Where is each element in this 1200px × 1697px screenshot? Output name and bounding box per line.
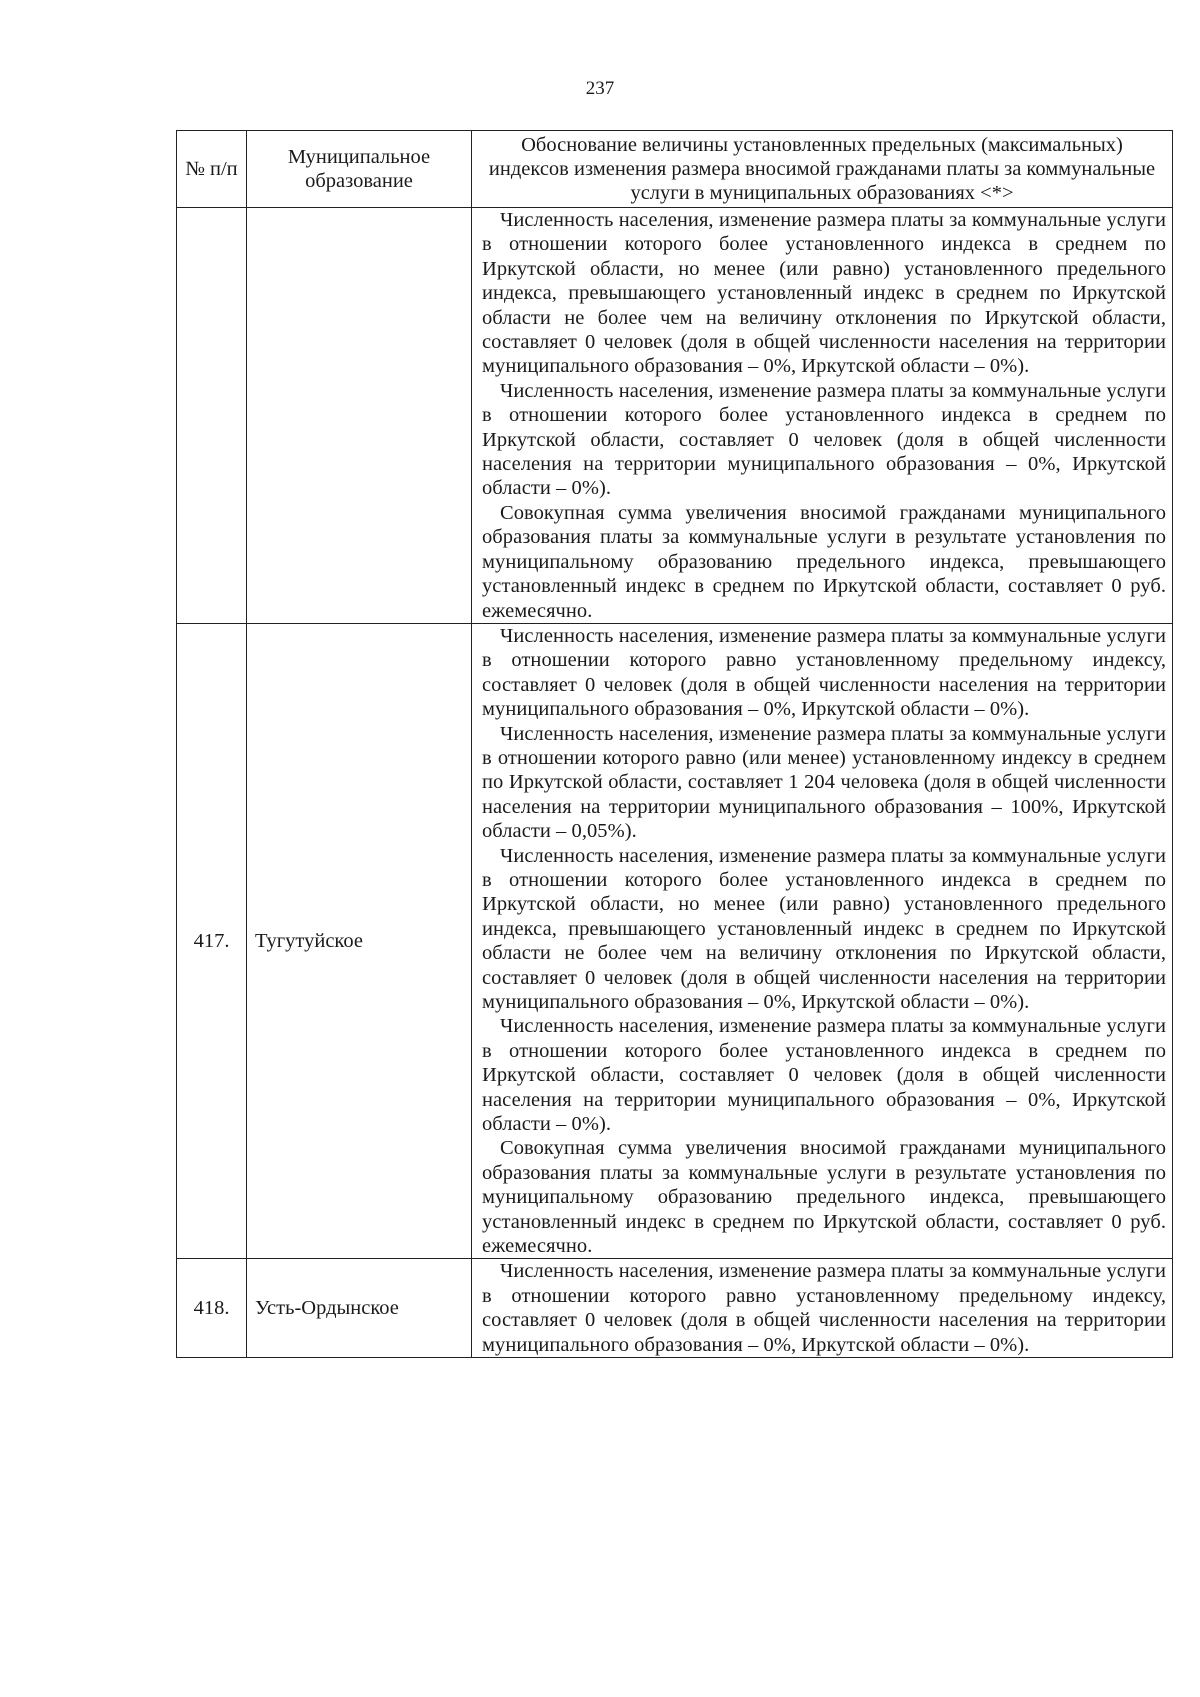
row-justification xyxy=(472,208,1173,624)
row-justification xyxy=(472,1259,1173,1358)
justification-paragraph: Численность населения, изменение размера платы за коммунальные услуги в отношении которого более установленного индекса в среднем по Иркутской области, но менее (или равно) установленного предельного индекса, превышающего установленный индекс в среднем по Иркутской области не более чем на величину отклонения по Иркутской области, составляет 0 человек (доля в общей численности населения на территории муниципального образования – 0%, Иркутской области – 0%). xyxy=(482,209,1166,378)
table-header-row xyxy=(177,131,1173,208)
justification-paragraph: Численность населения, изменение размера платы за коммунальные услуги в отношении которого равно (или менее) установленному индексу в среднем по Иркутской области, составляет 1 204 человека (доля в общей численности населения на территории муниципального образования – 100%, Иркутской области – 0,05%). xyxy=(482,722,1166,843)
justification-paragraph: Численность населения, изменение размера платы за коммунальные услуги в отношении которого более установленного индекса в среднем по Иркутской области, составляет 0 человек (доля в общей численности населения на территории муниципального образования – 0%, Иркутской области – 0%). xyxy=(482,379,1166,500)
header-number: № п/п xyxy=(177,131,247,208)
justification-paragraph: Численность населения, изменение размера платы за коммунальные услуги в отношении которого более установленного индекса в среднем по Иркутской области, но менее (или равно) установленного предельного индекса, превышающего установленный индекс в среднем по Иркутской области не более чем на величину отклонения по Иркутской области, составляет 0 человек (доля в общей численности населения на территории муниципального образования – 0%, Иркутской области – 0%). xyxy=(482,844,1166,1013)
justification-paragraph: Совокупная сумма увеличения вносимой гражданами муниципального образования платы за коммунальные услуги в результате установления по муниципальному образованию предельного индекса, превышающего установленный индекс в среднем по Иркутской области, составляет 0 руб. ежемесячно. xyxy=(482,1137,1166,1258)
row-municipality: Усть-Ордынское xyxy=(247,1259,472,1358)
header-municipality: Муниципальное образование xyxy=(247,131,472,208)
justification-table xyxy=(176,130,1173,1358)
table-row xyxy=(177,1259,1173,1358)
row-number xyxy=(177,208,247,624)
table-row xyxy=(177,623,1173,1259)
row-municipality: Тугутуйское xyxy=(247,623,472,1259)
row-municipality xyxy=(247,208,472,624)
page-number: 237 xyxy=(585,78,615,99)
header-justification: Обоснование величины установленных предельных (максимальных) индексов изменения размера вносимой гражданами платы за коммунальные услуги в муниципальных образованиях <*> xyxy=(472,131,1173,208)
row-number: 418. xyxy=(177,1259,247,1358)
row-justification xyxy=(472,623,1173,1259)
table-row xyxy=(177,208,1173,624)
justification-paragraph: Совокупная сумма увеличения вносимой гражданами муниципального образования платы за коммунальные услуги в результате установления по муниципальному образованию предельного индекса, превышающего установленный индекс в среднем по Иркутской области, составляет 0 руб. ежемесячно. xyxy=(482,501,1166,622)
justification-paragraph: Численность населения, изменение размера платы за коммунальные услуги в отношении которого равно установленному предельному индексу, составляет 0 человек (доля в общей численности населения на территории муниципального образования – 0%, Иркутской области – 0%). xyxy=(482,624,1166,721)
justification-paragraph: Численность населения, изменение размера платы за коммунальные услуги в отношении которого более установленного индекса в среднем по Иркутской области, составляет 0 человек (доля в общей численности населения на территории муниципального образования – 0%, Иркутской области – 0%). xyxy=(482,1015,1166,1136)
justification-paragraph: Численность населения, изменение размера платы за коммунальные услуги в отношении которого равно установленному предельному индексу, составляет 0 человек (доля в общей численности населения на территории муниципального образования – 0%, Иркутской области – 0%). xyxy=(482,1260,1166,1356)
row-number: 417. xyxy=(177,623,247,1259)
